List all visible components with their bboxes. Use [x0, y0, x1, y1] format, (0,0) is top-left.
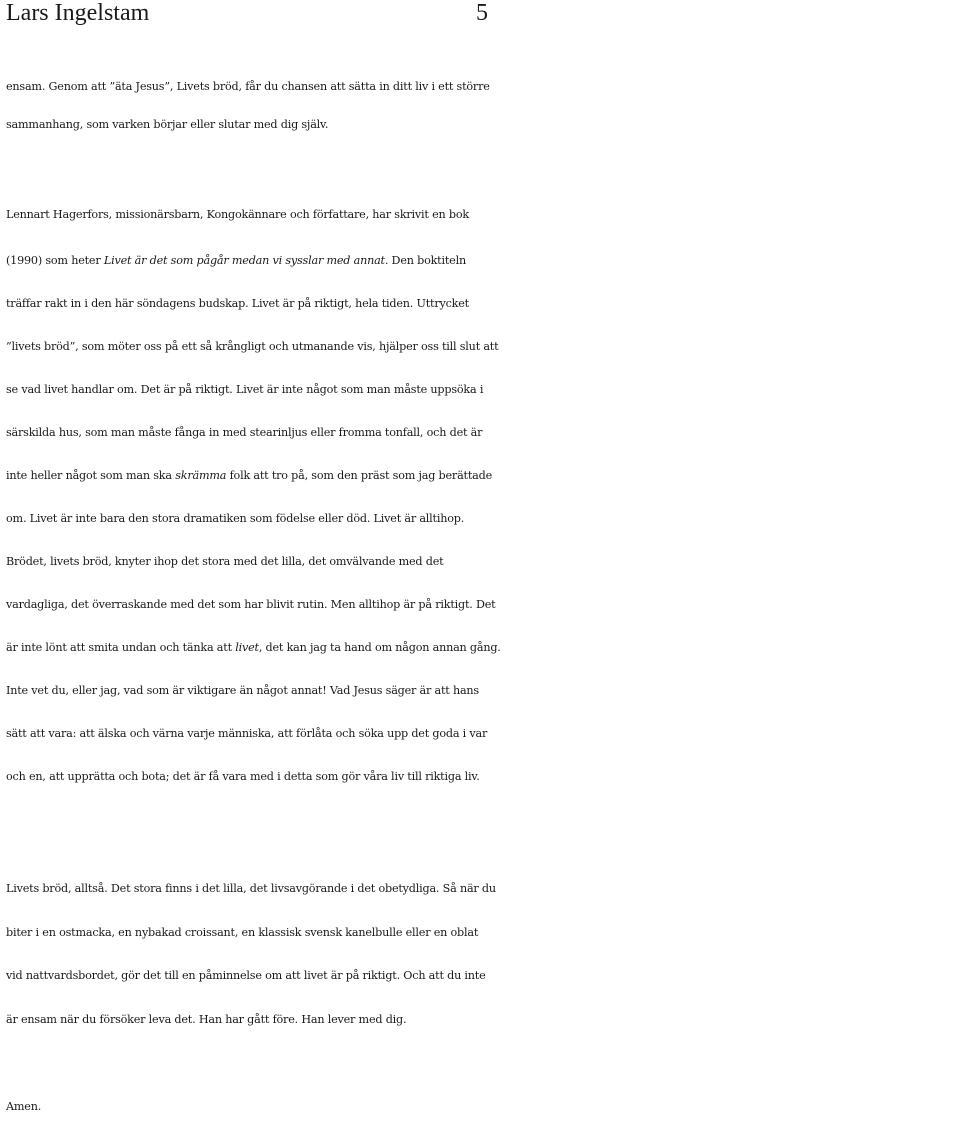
- text-line: Livets bröd, alltså. Det stora finns i det lilla, det livsavgörande i det obetydliga. Så när du: [6, 882, 496, 895]
- text-run: inte heller något som man ska: [6, 469, 176, 482]
- book-title: Livet är det som pågår medan vi sysslar med annat.: [103, 254, 389, 267]
- text-line: Lennart Hagerfors, missionärsbarn, Kongokännare och författare, har skrivit en bok: [6, 208, 469, 221]
- paragraph-1: [6, 68, 956, 144]
- text-line: vardagliga, det överraskande med det som har blivit rutin. Men alltihop är på riktigt. Det: [6, 598, 496, 611]
- text-run: (1990) som heter: [6, 254, 104, 267]
- text-line: sammanhang, som varken börjar eller slutar med dig själv.: [6, 118, 329, 131]
- text-line: om. Livet är inte bara den stora dramatiken som födelse eller död. Livet är alltihop.: [6, 512, 465, 525]
- text-line: ”livets bröd”, som möter oss på ett så krångligt och utmanande vis, hjälper oss till slut att: [6, 340, 499, 353]
- text-line: Brödet, livets bröd, knyter ihop det stora med det lilla, det omvälvande med det: [6, 555, 444, 568]
- text-line: Inte vet du, eller jag, vad som är viktigare än något annat! Vad Jesus säger är att hans: [6, 684, 479, 697]
- paragraph-3: [6, 867, 956, 1041]
- header-page-number: 5: [476, 0, 488, 26]
- text-line: är ensam när du försöker leva det. Han har gått före. Han lever med dig.: [6, 1012, 407, 1026]
- text-run: Den boktiteln: [388, 254, 466, 267]
- text-line: vid nattvardsbordet, gör det till en påminnelse om att livet är på riktigt. Och att du inte: [6, 969, 486, 982]
- text-run: är inte lönt att smita undan och tänka att: [6, 641, 236, 654]
- header-author: Lars Ingelstam: [6, 0, 150, 26]
- text-run: folk att tro på, som den präst som jag berättade: [226, 469, 492, 482]
- text-line: särskilda hus, som man måste fånga in med stearinljus eller fromma tonfall, och det är: [6, 426, 483, 439]
- text-line: se vad livet handlar om. Det är på riktigt. Livet är inte något som man måste uppsöka i: [6, 383, 484, 396]
- text-line: träffar rakt in i den här söndagens budskap. Livet är på riktigt, hela tiden. Uttrycket: [6, 297, 469, 310]
- emphasis: livet: [235, 641, 259, 654]
- text-line: [6, 454, 956, 497]
- text-line: sätt att vara: att älska och värna varje människa, att förlåta och söka upp det goda i var: [6, 727, 488, 740]
- text-line: Amen.: [6, 1100, 42, 1113]
- text-run: , det kan jag ta hand om någon annan gång.: [258, 641, 501, 654]
- text-line: biter i en ostmacka, en nybakad croissant, en klassisk svensk kanelbulle eller en oblat: [6, 925, 479, 939]
- paragraph-2: [6, 196, 956, 798]
- text-line: ensam. Genom att ”äta Jesus”, Livets bröd, får du chansen att sätta in ditt liv i ett större: [6, 80, 490, 93]
- emphasis: skrämma: [175, 469, 227, 482]
- text-line: och en, att upprätta och bota; det är få vara med i detta som gör våra liv till riktiga liv.: [6, 770, 480, 783]
- text-line: [6, 626, 956, 669]
- text-line: [6, 239, 956, 282]
